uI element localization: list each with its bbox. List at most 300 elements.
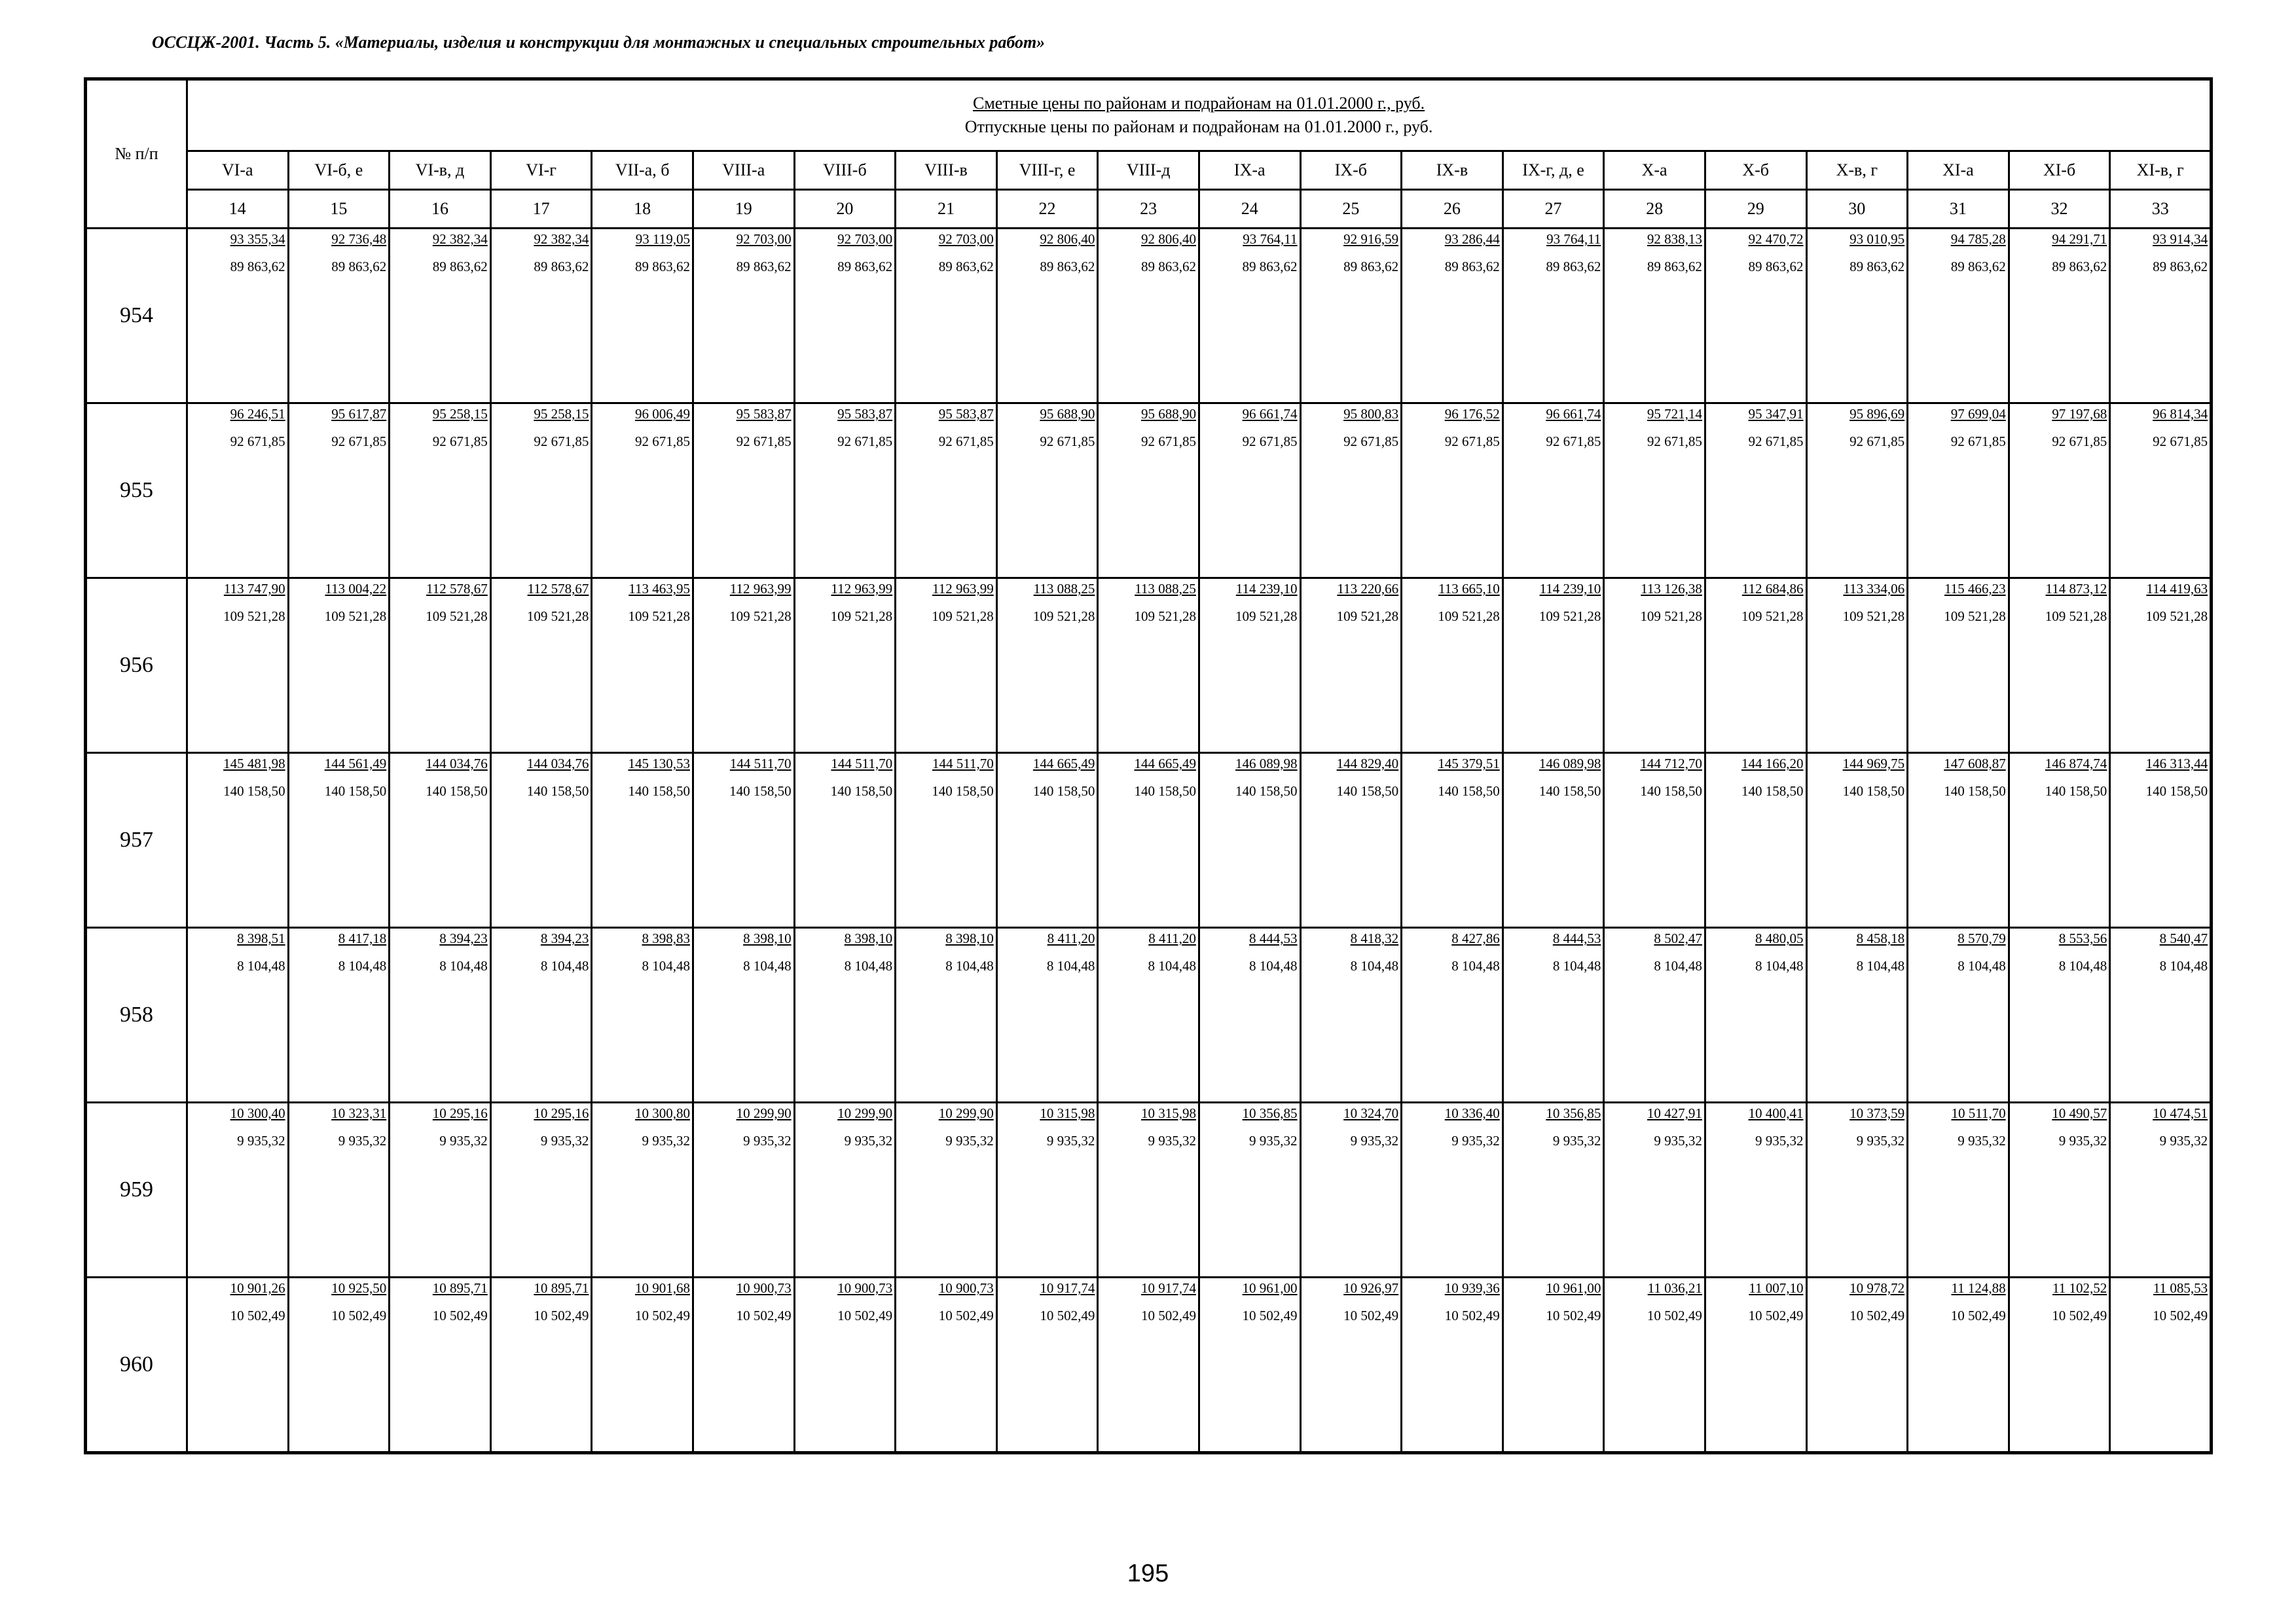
region-header-cell: X-в, г — [1806, 151, 1908, 190]
release-price: 9 935,32 — [1552, 1133, 1601, 1149]
estimate-price: 146 874,74 — [2045, 756, 2107, 771]
price-cell — [693, 578, 794, 753]
estimate-price: 10 900,73 — [736, 1280, 792, 1296]
price-cell — [1503, 578, 1604, 753]
release-price: 109 521,28 — [223, 608, 285, 624]
release-price: 89 863,62 — [634, 259, 690, 274]
estimate-price: 8 458,18 — [1856, 931, 1905, 946]
price-cell — [187, 403, 289, 578]
release-price: 140 158,50 — [223, 783, 285, 799]
estimate-price: 10 299,90 — [938, 1105, 994, 1121]
estimate-price: 10 901,68 — [634, 1280, 690, 1296]
estimate-price: 10 901,26 — [230, 1280, 285, 1296]
estimate-price: 8 394,23 — [540, 931, 589, 946]
price-cell — [592, 229, 693, 403]
release-price: 9 935,32 — [540, 1133, 589, 1149]
price-cell — [2110, 753, 2212, 928]
release-price: 10 502,49 — [1850, 1308, 1905, 1323]
release-price: 109 521,28 — [426, 608, 488, 624]
release-price: 109 521,28 — [2145, 608, 2208, 624]
estimate-price: 112 578,67 — [527, 581, 589, 597]
release-price: 109 521,28 — [1741, 608, 1804, 624]
release-price: 8 104,48 — [1856, 958, 1905, 974]
release-price: 89 863,62 — [1748, 259, 1804, 274]
price-cell — [1098, 578, 1199, 753]
estimate-price: 8 427,86 — [1451, 931, 1500, 946]
release-price: 8 104,48 — [2058, 958, 2107, 974]
price-cell — [1908, 928, 2009, 1103]
column-number-cell: 32 — [2009, 190, 2110, 229]
price-cell — [1199, 578, 1300, 753]
price-cell — [1806, 229, 1908, 403]
estimate-price: 10 356,85 — [1242, 1105, 1298, 1121]
estimate-price: 93 764,11 — [1546, 231, 1601, 247]
column-number-cell: 21 — [896, 190, 997, 229]
release-price: 89 863,62 — [1343, 259, 1399, 274]
estimate-price: 95 583,87 — [736, 406, 792, 422]
price-cell — [1908, 753, 2009, 928]
estimate-price: 10 324,70 — [1343, 1105, 1399, 1121]
price-cell — [896, 229, 997, 403]
price-cell — [693, 928, 794, 1103]
estimate-price: 95 688,90 — [1040, 406, 1095, 422]
release-price: 9 935,32 — [2058, 1133, 2107, 1149]
release-price: 109 521,28 — [526, 608, 589, 624]
price-cell — [1503, 403, 1604, 578]
estimate-price: 113 334,06 — [1843, 581, 1905, 597]
price-cell — [592, 403, 693, 578]
price-cell — [996, 578, 1098, 753]
estimate-price: 144 665,49 — [1134, 756, 1196, 771]
price-cell — [794, 1103, 896, 1278]
estimate-price: 147 608,87 — [1944, 756, 2006, 771]
region-header-cell: VI-б, е — [288, 151, 390, 190]
region-header-cell: VIII-а — [693, 151, 794, 190]
column-number-cell: 27 — [1503, 190, 1604, 229]
page-number: 195 — [1127, 1560, 1169, 1587]
release-price: 89 863,62 — [432, 259, 488, 274]
estimate-price: 146 313,44 — [2145, 756, 2208, 771]
column-number-cell: 16 — [390, 190, 491, 229]
estimate-price: 96 006,49 — [634, 406, 690, 422]
price-cell — [996, 1103, 1098, 1278]
price-cell — [896, 1103, 997, 1278]
price-cell — [390, 928, 491, 1103]
release-price: 10 502,49 — [1444, 1308, 1500, 1323]
price-cell — [2009, 928, 2110, 1103]
table-row — [86, 928, 2212, 1103]
release-price: 10 502,49 — [2052, 1308, 2107, 1323]
release-price: 140 158,50 — [1235, 783, 1298, 799]
estimate-price: 8 398,83 — [642, 931, 690, 946]
estimate-price: 10 295,16 — [534, 1105, 589, 1121]
column-number-cell: 26 — [1402, 190, 1503, 229]
price-cell — [1300, 1103, 1402, 1278]
estimate-price: 144 969,75 — [1842, 756, 1905, 771]
estimate-price: 92 470,72 — [1748, 231, 1804, 247]
region-header-cell: VI-г — [490, 151, 592, 190]
release-price: 140 158,50 — [1336, 783, 1399, 799]
estimate-price: 96 814,34 — [2153, 406, 2208, 422]
price-cell — [996, 928, 1098, 1103]
row-number: 960 — [86, 1278, 187, 1453]
estimate-price: 92 916,59 — [1343, 231, 1399, 247]
estimate-price: 10 961,00 — [1546, 1280, 1601, 1296]
column-number-cell: 31 — [1908, 190, 2009, 229]
release-price: 89 863,62 — [1040, 259, 1095, 274]
release-price: 89 863,62 — [736, 259, 792, 274]
estimate-price: 92 806,40 — [1040, 231, 1095, 247]
price-cell — [1098, 1103, 1199, 1278]
price-cell — [1806, 753, 1908, 928]
estimate-price: 92 806,40 — [1140, 231, 1196, 247]
region-header-cell: VI-а — [187, 151, 289, 190]
price-cell — [1705, 928, 1806, 1103]
column-number-cell: 29 — [1705, 190, 1806, 229]
table-row — [86, 1103, 2212, 1278]
estimate-price: 95 896,69 — [1850, 406, 1905, 422]
price-cell — [1402, 578, 1503, 753]
price-cell — [390, 1278, 491, 1453]
price-cell — [794, 229, 896, 403]
region-header-cell: IX-б — [1300, 151, 1402, 190]
release-price: 109 521,28 — [1640, 608, 1702, 624]
estimate-price: 145 379,51 — [1438, 756, 1500, 771]
region-header-cell: X-б — [1705, 151, 1806, 190]
price-cell — [693, 1103, 794, 1278]
release-price: 92 671,85 — [1850, 434, 1905, 449]
release-price: 140 158,50 — [932, 783, 994, 799]
estimate-price: 144 712,70 — [1640, 756, 1702, 771]
estimate-price: 11 036,21 — [1647, 1280, 1702, 1296]
estimate-price: 10 300,80 — [634, 1105, 690, 1121]
release-price: 92 671,85 — [2052, 434, 2107, 449]
price-cell — [1300, 928, 1402, 1103]
estimate-price: 92 838,13 — [1647, 231, 1702, 247]
release-price: 9 935,32 — [1046, 1133, 1095, 1149]
estimate-price: 92 703,00 — [837, 231, 893, 247]
price-cell — [490, 229, 592, 403]
price-cell — [1300, 753, 1402, 928]
price-cell — [2110, 578, 2212, 753]
price-cell — [1098, 928, 1199, 1103]
estimate-price: 95 721,14 — [1647, 406, 1702, 422]
column-number-cell: 17 — [490, 190, 592, 229]
estimate-price: 8 480,05 — [1755, 931, 1804, 946]
price-cell — [794, 753, 896, 928]
estimate-price: 11 102,52 — [2052, 1280, 2107, 1296]
release-price: 8 104,48 — [1350, 958, 1399, 974]
row-number: 957 — [86, 753, 187, 928]
column-number-cell: 28 — [1604, 190, 1705, 229]
price-cell — [1503, 753, 1604, 928]
estimate-price: 144 511,70 — [932, 756, 994, 771]
estimate-price: 96 176,52 — [1444, 406, 1500, 422]
row-number: 956 — [86, 578, 187, 753]
estimate-price: 92 703,00 — [736, 231, 792, 247]
release-price: 92 671,85 — [230, 434, 285, 449]
release-price: 8 104,48 — [2159, 958, 2208, 974]
release-price: 109 521,28 — [1438, 608, 1500, 624]
estimate-price: 10 978,72 — [1850, 1280, 1905, 1296]
release-price: 9 935,32 — [1451, 1133, 1500, 1149]
price-cell — [1300, 403, 1402, 578]
release-price: 140 158,50 — [1032, 783, 1095, 799]
estimate-price: 8 398,10 — [844, 931, 893, 946]
region-header-row — [86, 151, 2212, 190]
release-price: 140 158,50 — [1741, 783, 1804, 799]
release-price: 92 671,85 — [2153, 434, 2208, 449]
price-cell — [490, 928, 592, 1103]
release-price: 9 935,32 — [1755, 1133, 1804, 1149]
price-cell — [1199, 1278, 1300, 1453]
release-price: 109 521,28 — [1235, 608, 1298, 624]
release-price: 140 158,50 — [1640, 783, 1702, 799]
price-cell — [1300, 578, 1402, 753]
estimate-price: 10 315,98 — [1040, 1105, 1095, 1121]
column-number-cell: 22 — [996, 190, 1098, 229]
estimate-price: 114 239,10 — [1235, 581, 1298, 597]
estimate-price: 112 963,99 — [932, 581, 994, 597]
estimate-price: 8 394,23 — [439, 931, 488, 946]
price-cell — [1199, 229, 1300, 403]
region-header-cell: VIII-б — [794, 151, 896, 190]
estimate-price: 10 490,57 — [2052, 1105, 2107, 1121]
estimate-price: 94 291,71 — [2052, 231, 2107, 247]
estimate-price: 8 444,53 — [1552, 931, 1601, 946]
price-cell — [1199, 403, 1300, 578]
release-price: 8 104,48 — [237, 958, 285, 974]
release-price: 8 104,48 — [642, 958, 690, 974]
price-cell — [794, 1278, 896, 1453]
price-cell — [1806, 1103, 1908, 1278]
estimate-price: 113 665,10 — [1438, 581, 1500, 597]
estimate-price: 95 347,91 — [1748, 406, 1804, 422]
column-number-cell: 20 — [794, 190, 896, 229]
release-price: 92 671,85 — [1748, 434, 1804, 449]
price-cell — [592, 578, 693, 753]
estimate-price: 10 356,85 — [1546, 1105, 1601, 1121]
release-price: 8 104,48 — [1755, 958, 1804, 974]
column-number-cell: 15 — [288, 190, 390, 229]
price-cell — [896, 753, 997, 928]
price-cell — [2110, 229, 2212, 403]
release-price: 10 502,49 — [1950, 1308, 2006, 1323]
release-price: 140 158,50 — [1539, 783, 1601, 799]
release-price: 140 158,50 — [1438, 783, 1500, 799]
estimate-price: 113 088,25 — [1033, 581, 1095, 597]
price-cell — [1908, 403, 2009, 578]
estimate-price: 8 570,79 — [1958, 931, 2006, 946]
estimate-price: 113 747,90 — [223, 581, 285, 597]
price-cell — [2009, 229, 2110, 403]
release-price: 10 502,49 — [1343, 1308, 1399, 1323]
estimate-price: 92 736,48 — [331, 231, 387, 247]
estimate-price: 10 299,90 — [736, 1105, 792, 1121]
estimate-price: 8 444,53 — [1249, 931, 1298, 946]
estimate-price: 93 914,34 — [2153, 231, 2208, 247]
price-cell — [1402, 403, 1503, 578]
release-price: 89 863,62 — [1950, 259, 2006, 274]
price-cell — [390, 403, 491, 578]
release-price: 140 158,50 — [1944, 783, 2006, 799]
estimate-price: 144 665,49 — [1032, 756, 1095, 771]
price-cell — [2009, 753, 2110, 928]
release-price: 8 104,48 — [1654, 958, 1702, 974]
price-cell — [1503, 1278, 1604, 1453]
release-price: 8 104,48 — [1148, 958, 1196, 974]
price-cell — [1705, 1103, 1806, 1278]
estimate-price: 8 417,18 — [338, 931, 387, 946]
price-cell — [592, 1278, 693, 1453]
estimate-price: 10 895,71 — [432, 1280, 488, 1296]
region-header-cell: VIII-в — [896, 151, 997, 190]
price-cell — [693, 753, 794, 928]
release-price: 92 671,85 — [1444, 434, 1500, 449]
release-price: 10 502,49 — [1140, 1308, 1196, 1323]
price-cell — [2009, 578, 2110, 753]
price-cell — [1705, 229, 1806, 403]
price-cell — [1908, 229, 2009, 403]
price-cell — [1604, 229, 1705, 403]
price-cell — [187, 229, 289, 403]
release-price: 89 863,62 — [230, 259, 285, 274]
estimate-price: 95 258,15 — [432, 406, 488, 422]
estimate-price: 10 400,41 — [1748, 1105, 1804, 1121]
release-price: 140 158,50 — [1842, 783, 1905, 799]
release-price: 10 502,49 — [534, 1308, 589, 1323]
price-cell — [288, 753, 390, 928]
column-number-cell: 30 — [1806, 190, 1908, 229]
release-price: 9 935,32 — [439, 1133, 488, 1149]
price-table — [84, 77, 2213, 1454]
price-cell — [1402, 1278, 1503, 1453]
estimate-price: 93 764,11 — [1243, 231, 1298, 247]
price-cell — [1806, 1278, 1908, 1453]
estimate-price: 113 004,22 — [325, 581, 387, 597]
release-price: 89 863,62 — [1242, 259, 1298, 274]
release-price: 8 104,48 — [1552, 958, 1601, 974]
estimate-price: 8 411,20 — [1047, 931, 1095, 946]
release-price: 8 104,48 — [540, 958, 589, 974]
release-price: 10 502,49 — [2153, 1308, 2208, 1323]
price-cell — [1806, 928, 1908, 1103]
price-cell — [794, 403, 896, 578]
price-cell — [996, 753, 1098, 928]
column-number-cell: 24 — [1199, 190, 1300, 229]
estimate-price: 92 703,00 — [938, 231, 994, 247]
region-header-cell: VI-в, д — [390, 151, 491, 190]
table-row — [86, 1278, 2212, 1453]
estimate-price: 92 382,34 — [534, 231, 589, 247]
estimate-price: 93 119,05 — [635, 231, 690, 247]
release-price: 8 104,48 — [1249, 958, 1298, 974]
estimate-price: 92 382,34 — [432, 231, 488, 247]
estimate-price: 144 511,70 — [831, 756, 893, 771]
release-price: 9 935,32 — [1856, 1133, 1905, 1149]
estimate-price: 95 583,87 — [938, 406, 994, 422]
release-price: 10 502,49 — [1546, 1308, 1601, 1323]
release-price: 109 521,28 — [932, 608, 994, 624]
release-price: 92 671,85 — [1343, 434, 1399, 449]
estimate-price: 10 925,50 — [331, 1280, 387, 1296]
price-cell — [1705, 753, 1806, 928]
estimate-price: 114 419,63 — [2146, 581, 2208, 597]
region-header-cell: VIII-д — [1098, 151, 1199, 190]
region-header-cell: XI-в, г — [2110, 151, 2212, 190]
release-price: 140 158,50 — [526, 783, 589, 799]
price-cell — [1705, 1278, 1806, 1453]
release-price: 140 158,50 — [2045, 783, 2107, 799]
release-price: 92 671,85 — [534, 434, 589, 449]
price-cell — [490, 753, 592, 928]
region-header-cell: VII-а, б — [592, 151, 693, 190]
column-number-cell: 23 — [1098, 190, 1199, 229]
estimate-price: 113 088,25 — [1135, 581, 1196, 597]
row-number: 954 — [86, 229, 187, 403]
price-cell — [187, 578, 289, 753]
release-price: 109 521,28 — [830, 608, 893, 624]
estimate-price: 96 246,51 — [230, 406, 285, 422]
release-price: 9 935,32 — [1350, 1133, 1399, 1149]
price-cell — [996, 229, 1098, 403]
release-price: 8 104,48 — [1958, 958, 2006, 974]
estimate-price: 8 502,47 — [1654, 931, 1702, 946]
price-cell — [288, 403, 390, 578]
estimate-price: 95 617,87 — [331, 406, 387, 422]
release-price: 89 863,62 — [2052, 259, 2107, 274]
release-price: 92 671,85 — [634, 434, 690, 449]
price-cell — [288, 1278, 390, 1453]
column-number-row — [86, 190, 2212, 229]
estimate-price: 10 315,98 — [1140, 1105, 1196, 1121]
price-cell — [794, 578, 896, 753]
release-price: 92 671,85 — [837, 434, 893, 449]
estimate-price: 112 963,99 — [729, 581, 792, 597]
release-price: 140 158,50 — [1134, 783, 1196, 799]
price-cell — [1604, 578, 1705, 753]
estimate-price: 112 578,67 — [426, 581, 488, 597]
estimate-price: 8 398,10 — [743, 931, 792, 946]
release-price: 92 671,85 — [736, 434, 792, 449]
price-cell — [1402, 753, 1503, 928]
price-cell — [2009, 1278, 2110, 1453]
price-cell — [996, 1278, 1098, 1453]
region-header-cell: VIII-г, е — [996, 151, 1098, 190]
estimate-price: 95 688,90 — [1140, 406, 1196, 422]
estimate-price: 144 829,40 — [1336, 756, 1399, 771]
estimate-price: 8 398,10 — [945, 931, 994, 946]
estimate-price: 10 323,31 — [331, 1105, 387, 1121]
price-cell — [592, 928, 693, 1103]
price-cell — [592, 1103, 693, 1278]
estimate-price: 146 089,98 — [1235, 756, 1298, 771]
price-cell — [1604, 753, 1705, 928]
estimate-price-caption: Сметные цены по районам и подрайонам на 01.01.2000 г., руб. — [972, 94, 1425, 113]
price-cell — [288, 1103, 390, 1278]
price-cell — [1199, 753, 1300, 928]
price-cell — [2110, 1278, 2212, 1453]
estimate-price: 10 926,97 — [1343, 1280, 1399, 1296]
release-price: 10 502,49 — [1748, 1308, 1804, 1323]
release-price: 89 863,62 — [2153, 259, 2208, 274]
release-price: 10 502,49 — [736, 1308, 792, 1323]
release-price: 109 521,28 — [1336, 608, 1399, 624]
release-price: 109 521,28 — [1032, 608, 1095, 624]
release-price: 92 671,85 — [1647, 434, 1702, 449]
price-cell — [1098, 229, 1199, 403]
price-cell — [693, 229, 794, 403]
